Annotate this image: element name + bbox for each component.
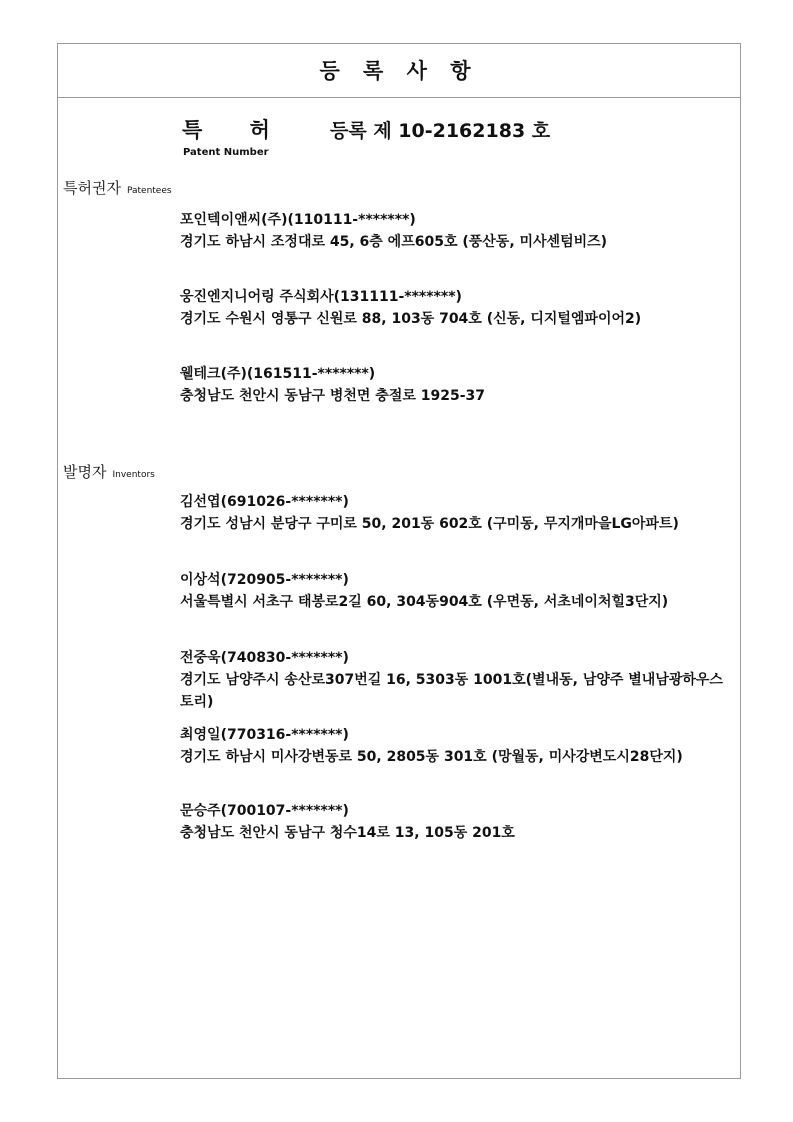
patentee-name: 웰테크(주)(161511-*******) xyxy=(180,366,376,382)
inventor-entry xyxy=(180,647,725,713)
inventor-name: 김선엽(691026-*******) xyxy=(180,494,349,510)
patentees-label-en: Patentees xyxy=(126,186,172,196)
inventor-name: 이상석(720905-*******) xyxy=(180,572,349,588)
page-title: 등 록 사 항 xyxy=(319,59,479,83)
inventor-entry xyxy=(180,800,725,844)
patentee-entry xyxy=(180,363,725,407)
inventor-address: 경기도 성남시 분당구 구미로 50, 201동 602호 (구미동, 무지개마을LG아파트) xyxy=(180,516,679,532)
patentee-name: 웅진엔지니어링 주식회사(131111-*******) xyxy=(180,289,462,305)
patent-number-label: Patent Number xyxy=(183,147,269,158)
page-frame xyxy=(57,43,741,1079)
patentee-address: 경기도 하남시 조정대로 45, 6층 에프605호 (풍산동, 미사센텀비즈) xyxy=(180,234,608,250)
patentee-name: 포인텍이앤씨(주)(110111-*******) xyxy=(180,212,416,228)
inventors-label-en: Inventors xyxy=(112,470,155,480)
inventor-entry xyxy=(180,724,725,768)
inventor-name: 문승주(700107-*******) xyxy=(180,803,349,819)
inventor-name: 최영일(770316-*******) xyxy=(180,727,349,743)
registration-number: 등록 제 10-2162183 호 xyxy=(330,120,551,142)
inventor-name: 전중욱(740830-*******) xyxy=(180,650,349,666)
inventor-address: 경기도 하남시 미사강변동로 50, 2805동 301호 (망월동, 미사강변도시28단지) xyxy=(180,749,683,765)
patentees-label-ko: 특허권자 xyxy=(63,179,121,197)
inventors-label-ko: 발명자 xyxy=(63,463,107,481)
inventor-address: 경기도 남양주시 송산로307번길 16, 5303동 1001호(별내동, 남양주 별내남광하우스토리) xyxy=(180,672,723,710)
inventor-address: 충청남도 천안시 동남구 청수14로 13, 105동 201호 xyxy=(180,825,515,841)
inventor-address: 서울특별시 서초구 태봉로2길 60, 304동904호 (우면동, 서초네이처힐3단지) xyxy=(180,594,669,610)
patent-type: 특 허 xyxy=(182,118,290,142)
patentee-address: 충청남도 천안시 동남구 병천면 충절로 1925-37 xyxy=(180,388,486,404)
inventor-entry xyxy=(180,491,725,535)
patentee-address: 경기도 수원시 영통구 신원로 88, 103동 704호 (신동, 디지털엠파이어2) xyxy=(180,311,642,327)
patentee-entry xyxy=(180,209,725,253)
header-band xyxy=(57,43,741,98)
patentee-entry xyxy=(180,286,725,330)
patentees-heading xyxy=(63,177,172,198)
inventors-heading xyxy=(63,461,155,482)
inventor-entry xyxy=(180,569,725,613)
